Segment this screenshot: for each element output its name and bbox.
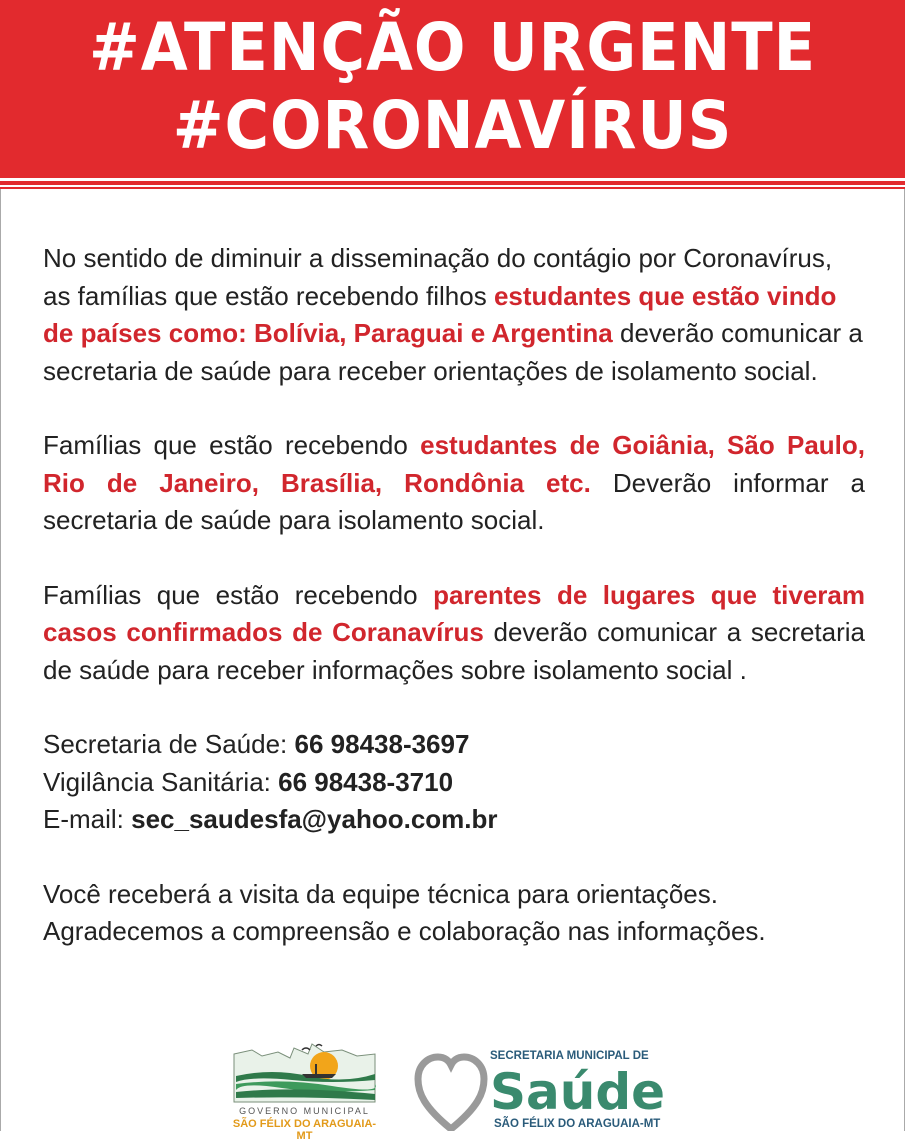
paragraph2-text-a: Famílias que estão recebendo <box>43 430 421 460</box>
divider-thick <box>0 181 905 185</box>
paragraph3-highlight: parentes de lugares que tiveram casos confirmados de Coranavírus <box>43 579 865 647</box>
paragraph2-text-b: Deverão informar a secretaria de saúde para isolamento social. <box>43 467 865 535</box>
paragraph-relatives <box>43 577 865 690</box>
closing-line2: Agradecemos a compreensão e colaboração nas informações. <box>43 916 766 946</box>
health-logo-name: Saúde <box>490 1063 666 1121</box>
heart-icon <box>414 1045 488 1131</box>
closing-line1: Você receberá a visita da equipe técnica para orientações. <box>43 878 718 909</box>
contact-list <box>43 726 865 839</box>
contact-health-phone: 66 98438-3697 <box>294 729 470 759</box>
contact-email-address: sec_saudesfa@yahoo.com.br <box>131 804 498 834</box>
health-secretariat-logo <box>414 1045 684 1131</box>
contact-health-label: Secretaria de Saúde: <box>43 729 295 759</box>
health-logo-city: SÃO FÉLIX DO ARAGUAIA-MT <box>494 1118 661 1130</box>
contact-vigilance-phone: 66 98438-3710 <box>278 766 454 797</box>
paragraph1-text-b: deverão comunicar a secretaria de saúde para receber orientações de isolamento social. <box>43 318 863 386</box>
banner-title-line2: #CORONAVÍRUS <box>172 87 733 164</box>
health-logo-top: SECRETARIA MUNICIPAL DE <box>490 1050 649 1062</box>
paragraph1-text-a: No sentido de diminuir a disseminação do contágio por Coronavírus, as famílias que estão recebendo filhos <box>43 243 833 311</box>
government-city: SÃO FÉLIX DO ARAGUAIA-MT <box>232 1118 377 1142</box>
banner-title-line1: #ATENÇÃO URGENTE <box>88 9 817 86</box>
government-caption: GOVERNO MUNICIPAL <box>239 1106 370 1116</box>
government-logo <box>232 1040 377 1142</box>
alert-banner <box>0 0 905 178</box>
contact-vigilance-label: Vigilância Sanitária: <box>43 766 279 797</box>
paragraph3-text-a: Famílias que estão recebendo <box>43 579 434 610</box>
paragraph-international-students <box>43 240 865 390</box>
notice-body <box>43 240 865 951</box>
frame-border-left <box>0 189 1 1131</box>
paragraph3-text-b: deverão comunicar a secretaria de saúde para receber informações sobre isolamento social . <box>43 617 866 685</box>
paragraph1-highlight: estudantes que estão vindo de países como: Bolívia, Paraguai e Argentina <box>43 280 837 348</box>
government-landscape-icon <box>232 1040 377 1106</box>
contact-email-label: E-mail: <box>43 804 132 834</box>
divider-thin <box>0 187 905 189</box>
paragraph2-highlight: estudantes de Goiânia, São Paulo, Rio de Janeiro, Brasília, Rondônia etc. <box>43 430 865 498</box>
closing-message <box>43 876 865 951</box>
paragraph-domestic-students <box>43 427 865 540</box>
